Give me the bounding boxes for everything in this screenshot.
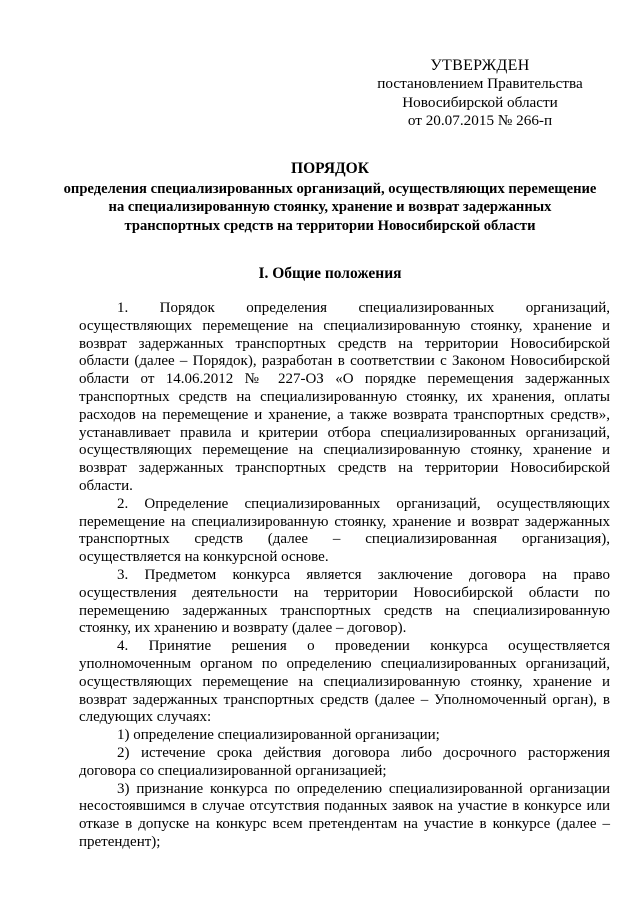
approval-stamp xyxy=(370,57,590,131)
document-body xyxy=(79,300,610,852)
paragraph-1: 1. Порядок определения специализированных организаций, осуществляющих перемещение на специализированную стоянку, хранение и возврат задержанных транспортных средств на территории Новосибирской области (далее – Порядок), разработан в соответствии с Законом Новосибирской области от 14.06.2012 № 227-ОЗ «О порядке перемещения задержанных транспортных средств на специализированную стоянку, их хранения, оплаты расходов на перемещение и хранение, а также возврата транспортных средств», устанавливает правила и критерии отбора специализированных организаций, осуществляющих перемещение на специализированную стоянку, хранение и возврат задержанных транспортных средств на территории Новосибирской области. xyxy=(79,300,610,494)
document-subtitle: определения специализированных организаций, осуществляющих перемещение на специализированную стоянку, хранение и возврат задержанных транспортных средств на территории Новосибирской области xyxy=(63,181,597,234)
approval-line-2: Новосибирской области xyxy=(402,93,558,111)
section-title: I. Общие положения xyxy=(258,265,402,282)
document-title: ПОРЯДОК xyxy=(291,160,369,177)
approval-line-1: постановлением Правительства xyxy=(377,75,583,93)
list-item-2: 2) истечение срока действия договора либо досрочного расторжения договора со специализированной организацией; xyxy=(79,744,610,779)
paragraph-3: 3. Предметом конкурса является заключение договора на право осуществления деятельности на территории Новосибирской области по перемещению задержанных транспортных средств на специализированную стоянку, их хранению и возврату (далее – договор). xyxy=(79,566,610,637)
paragraph-2: 2. Определение специализированных организаций, осуществляющих перемещение на специализированную стоянку, хранение и возврат задержанных транспортных средств (далее – специализированная организация), осуществляется на конкурсной основе. xyxy=(79,495,610,566)
approval-title: УТВЕРЖДЕН xyxy=(430,57,530,74)
approval-line-3: от 20.07.2015 № 266-п xyxy=(407,112,553,130)
list-item-1: 1) определение специализированной организации; xyxy=(117,727,440,744)
paragraph-4: 4. Принятие решения о проведении конкурса осуществляется уполномоченным органом по определению специализированных организаций, осуществляющих перемещение на специализированную стоянку, хранение и возврат задержанных транспортных средств (далее – Уполномоченный орган), в следующих случаях: xyxy=(79,638,610,726)
list-item-3: 3) признание конкурса по определению специализированной организации несостоявшимся в случае отсутствия поданных заявок на участие в конкурсе или отказе в допуске на конкурс всем претендентам на участие в конкурсе (далее – претендент); xyxy=(79,780,610,850)
document-heading xyxy=(60,160,600,235)
